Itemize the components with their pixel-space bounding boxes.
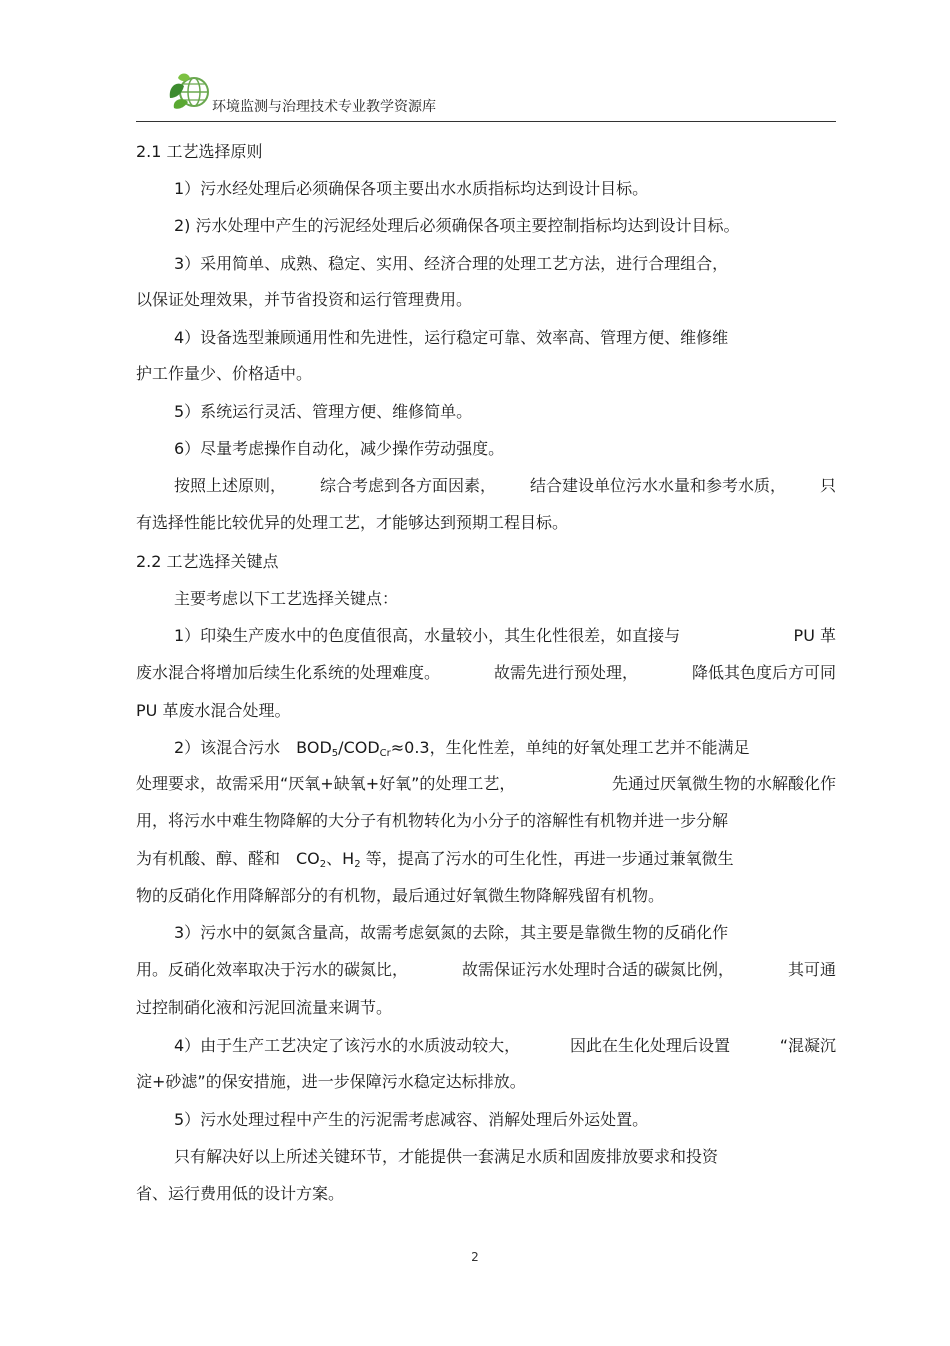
- key-1-seg: PU 革: [793, 626, 836, 645]
- key-2-seg: 先通过厌氧微生物的水解酸化作: [611, 774, 836, 793]
- key-5: 5）污水处理过程中产生的污泥需考虑减容、消解处理后外运处置。: [174, 1110, 649, 1129]
- key-3-seg: 其可通: [787, 960, 836, 979]
- key-4-seg: “混凝沉: [779, 1036, 836, 1055]
- section-heading-2-2: 2.2 工艺选择关键点: [136, 552, 279, 571]
- key-3-line-1: 3）污水中的氨氮含量高，故需考虑氨氮的去除，其主要是靠微生物的反硝化作: [174, 923, 729, 942]
- summary-seg: 结合建设单位污水水量和参考水质，: [529, 476, 786, 495]
- subscript: 2: [319, 859, 327, 870]
- key-2-text: 2）该混合污水 BOD: [174, 738, 332, 757]
- key-2-line-2: [136, 773, 836, 795]
- globe-leaf-logo-icon: [164, 68, 214, 116]
- summary-line-1: [174, 475, 836, 497]
- subscript: 5: [331, 748, 339, 759]
- principle-4-line-2: 护工作量少、价格适中。: [136, 364, 313, 383]
- key-4-line-1: [174, 1035, 836, 1057]
- key-2-text: /COD: [338, 738, 380, 757]
- principle-1: 1）污水经处理后必须确保各项主要出水水质指标均达到设计目标。: [174, 179, 649, 198]
- key-3-line-2: [136, 959, 836, 981]
- key-2-line-5: 物的反硝化作用降解部分的有机物，最后通过好氧微生物降解残留有机物。: [136, 886, 665, 905]
- principle-3-line-1: 3）采用简单、成熟、稳定、实用、经济合理的处理工艺方法，进行合理组合，: [174, 254, 729, 273]
- summary-seg: 只: [819, 476, 836, 495]
- conclusion-line-2: 省、运行费用低的设计方案。: [136, 1184, 345, 1203]
- summary-seg: 综合考虑到各方面因素，: [319, 476, 496, 495]
- principle-6: 6）尽量考虑操作自动化，减少操作劳动强度。: [174, 439, 505, 458]
- key-1-line-1: [174, 625, 836, 647]
- key-2-line-4: [136, 848, 734, 870]
- principle-3-line-2: 以保证处理效果，并节省投资和运行管理费用。: [136, 290, 473, 309]
- key-2-text: 为有机酸、醇、醛和 CO: [136, 849, 320, 868]
- principle-4-line-1: 4）设备选型兼顾通用性和先进性，运行稳定可靠、效率高、管理方便、维修维: [174, 328, 729, 347]
- key-2-line-3: 用，将污水中难生物降解的大分子有机物转化为小分子的溶解性有机物并进一步分解: [136, 811, 729, 830]
- page-number: 2: [471, 1250, 479, 1264]
- key-2-text: ≈0.3，生化性差，单纯的好氧处理工艺并不能满足: [390, 738, 750, 757]
- key-1-seg: 废水混合将增加后续生化系统的处理难度。: [136, 663, 441, 682]
- key-2-text: 等，提高了污水的可生化性，再进一步通过兼氧微生: [360, 849, 734, 868]
- key-1-seg: 降低其色度后方可同: [691, 663, 836, 682]
- subscript: 2: [354, 859, 361, 870]
- summary-line-2: 有选择性能比较优异的处理工艺，才能够达到预期工程目标。: [136, 513, 569, 532]
- conclusion-line-1: 只有解决好以上所述关键环节，才能提供一套满足水质和固废排放要求和投资: [174, 1147, 719, 1166]
- key-3-seg: 用。反硝化效率取决于污水的碳氮比，: [136, 960, 409, 979]
- key-1-seg: 故需先进行预处理，: [493, 663, 638, 682]
- principle-2: 2) 污水处理中产生的污泥经处理后必须确保各项主要控制指标均达到设计目标。: [174, 216, 740, 235]
- key-2-line-1: [174, 737, 750, 759]
- header-divider: [136, 121, 836, 122]
- page-header: [136, 66, 836, 122]
- key-2-text: 、H: [326, 849, 355, 868]
- key-4-seg: 4）由于生产工艺决定了该污水的水质波动较大，: [174, 1036, 521, 1055]
- principle-5: 5）系统运行灵活、管理方便、维修简单。: [174, 402, 473, 421]
- subscript: Cr: [379, 748, 391, 759]
- section-heading-2-1: 2.1 工艺选择原则: [136, 142, 263, 161]
- key-2-seg: 处理要求，故需采用“厌氧+缺氧+好氧”的处理工艺，: [136, 774, 516, 793]
- summary-seg: 按照上述原则，: [174, 476, 287, 495]
- key-4-seg: 因此在生化处理后设置: [569, 1036, 730, 1055]
- key-3-line-3: 过控制硝化液和污泥回流量来调节。: [136, 998, 393, 1017]
- key-1-line-3: PU 革废水混合处理。: [136, 701, 291, 720]
- key-1-seg: 1）印染生产废水中的色度值很高，水量较小，其生化性很差，如直接与: [174, 626, 681, 645]
- key-1-line-2: [136, 662, 836, 684]
- header-title: 环境监测与治理技术专业教学资源库: [212, 99, 436, 115]
- key-points-intro: 主要考虑以下工艺选择关键点：: [174, 589, 399, 608]
- key-3-seg: 故需保证污水处理时合适的碳氮比例，: [461, 960, 734, 979]
- key-4-line-2: 淀+砂滤”的保安措施，进一步保障污水稳定达标排放。: [136, 1072, 526, 1091]
